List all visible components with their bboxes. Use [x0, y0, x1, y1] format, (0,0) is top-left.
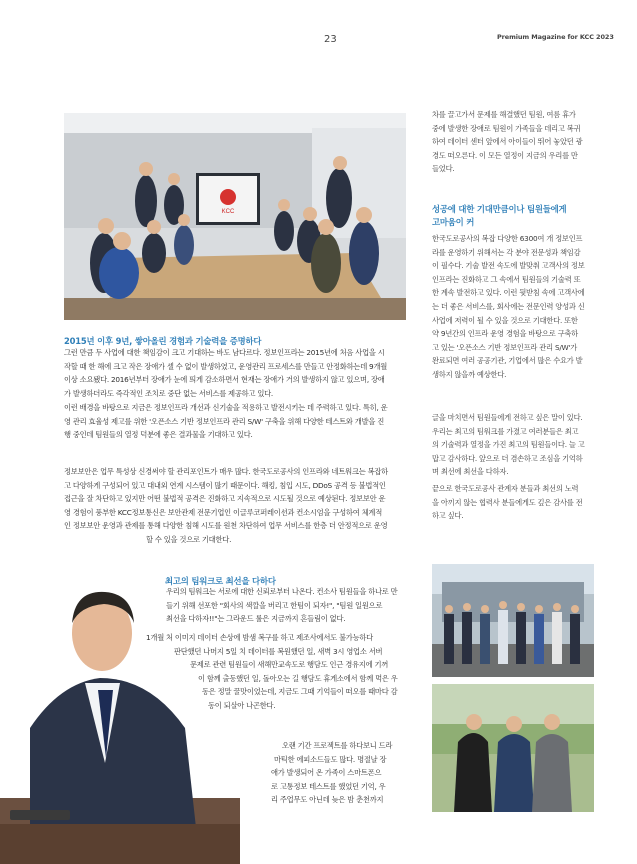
text-line: 맙고 감사하다. 앞으로 더 겸손하고 조심을 기억하 [432, 453, 583, 463]
paragraph-trust [154, 585, 410, 626]
text-line: 마틱한 에피소드들도 많다. 명절날 장 [274, 754, 387, 764]
text-line: 한국도로공사의 복잡 다양한 6300여 개 정보인프 [432, 234, 583, 243]
page-number: 23 [324, 34, 337, 45]
team-meeting-photo [64, 113, 406, 320]
text-line: 완료되면 여러 공공기관, 기업에서 많은 수요가 발 [432, 356, 583, 366]
text-line: 이상 소요됐다. 2016년부터 장애가 눈에 띄게 감소하면서 현재는 장애가 거의 발생하지 않고 있으며, 장애 [64, 375, 385, 385]
text-line: 애가 발생되어 온 가족이 스마트폰으 [271, 768, 382, 778]
text-line: 중에 발생한 장애로 팀원이 가족들을 데리고 복귀 [432, 123, 581, 133]
text-line: 고마움이 커 [432, 217, 475, 227]
text-line: 가 발생하더라도 즉각적인 조치로 중단 없는 서비스를 제공하고 있다. [64, 388, 273, 398]
text-line: 들었다. [432, 164, 455, 174]
text-line: 그런 만큼 두 사업에 대한 책임감이 크고 기대하는 바도 남다르다. 정보인프라는 2015년에 처음 사업을 시 [64, 348, 385, 357]
text-line: 1개월 처 이미지 데이터 손상에 밤샘 복구를 하고 제조사에서도 불가능하다 [146, 633, 373, 642]
section-heading-experience: 2015년 이후 9년, 쌓아올린 경험과 기술력을 증명하다 [64, 336, 262, 346]
text-line: 정보보안은 업무 특성상 신경써야 할 관리포인트가 매우 많다. 한국도로공사의 인프라와 네트워크는 복잡하 [64, 467, 388, 476]
text-line: 할 수 있을 것으로 기대한다. [146, 534, 232, 544]
team-trio-photo [432, 684, 594, 812]
text-line: 인프라는 진화하고 그 속에서 팀원들의 기술력 또 [432, 274, 581, 284]
text-line: 영 관리 효율성 제고를 위한 '오픈소스 기반 정보인프라 관리 S/W' 구축을 위해 다양한 테스트와 개발을 진 [64, 416, 385, 426]
text-line: 고 있는 '오픈소스 기반 정보인프라 관리 S/W'가 [432, 342, 578, 352]
text-line: 하여 데이터 센터 앞에서 아이들이 뛰어 놓았던 광 [432, 137, 583, 147]
paragraph-security [64, 465, 406, 547]
text-line: 경도 떠오른다. 이 모든 열정이 지금의 우리를 만 [432, 150, 578, 160]
text-line: 인 정보보안 운영과 관제를 통해 다양한 침해 시도를 원천 차단하여 업무 서비스를 한층 더 안정적으로 운영 [64, 521, 388, 531]
text-line: 고 다양하게 구성되어 있고 대내외 연계 시스템이 많기 때문이다. 해킹, 침입 시도, DDoS 공격 등 불법적인 [64, 480, 386, 490]
text-line: 우리의 팀워크는 서로에 대한 신뢰로부터 나온다. 컨소사 팀원들을 하나로 만 [166, 587, 398, 596]
paragraph-expertise [432, 232, 594, 382]
text-line: 들기 위해 선포한 "회사의 색깔을 버리고 한팀이 되자!", "팀원 일원으로 [166, 600, 383, 610]
text-line: 의 기술력과 열정을 가진 최고의 팀원들이다. 늘 고 [432, 440, 585, 450]
paragraph-passion [432, 108, 594, 176]
text-line: 성공에 대한 기대만큼이나 팀원들에게 [432, 204, 567, 214]
text-line: 판단했던 나머지 5일 치 데이터를 복원했던 일, 새벽 3시 영업소 서버 [174, 646, 383, 656]
text-line: 글을 마치면서 팀원들에게 전하고 싶은 말이 있다. [432, 413, 583, 422]
text-line: 한 계속 발전하고 있다. 이런 뒷받침 속에 고객사에 [432, 288, 585, 298]
text-line: 오랜 기간 프로젝트를 하다보니 드라 [282, 741, 393, 750]
paragraph-infra-improvement [64, 401, 406, 442]
paragraph-closing-message [432, 411, 594, 479]
text-line: 동은 정말 꿀맛이었는데, 지금도 그때 기억들이 떠오를 때마다 감 [202, 687, 398, 697]
text-line: 며 최선에 최선을 다하자. [432, 467, 509, 477]
text-line: 작할 때 한 해에 크고 작은 장애가 셀 수 없이 발생하였고, 운영관리 프로세스를 만들고 안정화하는데 9개월 [64, 361, 388, 371]
paragraph-responsibility [64, 346, 406, 400]
text-line: 접근을 잘 차단하고 있지만 어떤 불법적 공격은 진화하고 지속적으로 시도될 것으로 예상된다. 정보보안 운 [64, 494, 386, 504]
text-line: 이런 배경을 바탕으로 지금은 정보인프라 개선과 신기술을 적용하고 발전시키는 데 주력하고 있다. 특히, 운 [64, 403, 388, 412]
text-line: 이 함께 출동했던 일, 돌아오는 길 행담도 휴게소에서 함께 먹은 우 [198, 673, 398, 683]
section-heading-teamwork: 최고의 팀워크로 최선을 다하다 [165, 576, 276, 586]
paragraph-dramatic-episodes [268, 739, 408, 807]
text-line: 로 고통정보 테스트를 했었던 기억, 우 [271, 781, 386, 791]
text-line: 리 주업무도 아닌데 늦은 밤 춘천까지 [271, 795, 384, 805]
text-line: 문제로 관련 팀원들이 새해만교속도로 행담도 인근 경유지에 기꺼 [190, 660, 389, 670]
text-line: 생하지 않을까 예상한다. [432, 369, 507, 379]
text-line: 동이 되살아 나곤한다. [208, 700, 276, 710]
text-line: 라를 운영하기 위해서는 각 분야 전문성과 책임감 [432, 247, 581, 257]
text-line: 차를 끌고가서 문제를 해결했던 팀원, 여름 휴가 [432, 110, 576, 119]
text-line: 우리는 최고의 팀워크를 가졌고 여러분들은 최고 [432, 426, 579, 436]
magazine-title: Premium Magazine for KCC 2023 [497, 33, 614, 41]
text-line: 행 중인데 팀원들의 열정 덕분에 좋은 결과물을 기대하고 있다. [64, 430, 253, 440]
text-line: 영 경험이 풍부한 KCC정보통신은 보안관제 전문기업인 이글루코퍼레이션과 컨소시엄을 구성하여 체계적 [64, 507, 382, 517]
text-line: 을 아끼지 않는 협력사 분들에게도 깊은 감사를 전 [432, 497, 583, 507]
paragraph-thanks [432, 482, 594, 523]
text-line: 사업에 저력이 될 수 있을 것으로 기대한다. 또한 [432, 315, 578, 325]
team-outdoor-photo [432, 564, 594, 677]
text-line: 는 더 좋은 서비스를, 회사에는 전문인력 양성과 신 [432, 301, 585, 311]
text-line: 최선을 다하자!!"는 그라운드 룰은 지금까지 흔들림이 없다. [166, 614, 346, 624]
screen-logo: KCC [221, 209, 235, 215]
text-line: 끝으로 한국도로공사 관계자 분들과 최선의 노력 [432, 484, 579, 493]
text-line: 하고 싶다. [432, 511, 464, 521]
text-line: 이 필수다. 기술 발전 속도에 발맞춰 고객사의 정보 [432, 261, 585, 271]
paragraph-episodes [146, 631, 410, 713]
section-heading-gratitude [432, 203, 597, 229]
text-line: 약 9년간의 인프라 운영 경험을 바탕으로 구축하 [432, 329, 578, 339]
